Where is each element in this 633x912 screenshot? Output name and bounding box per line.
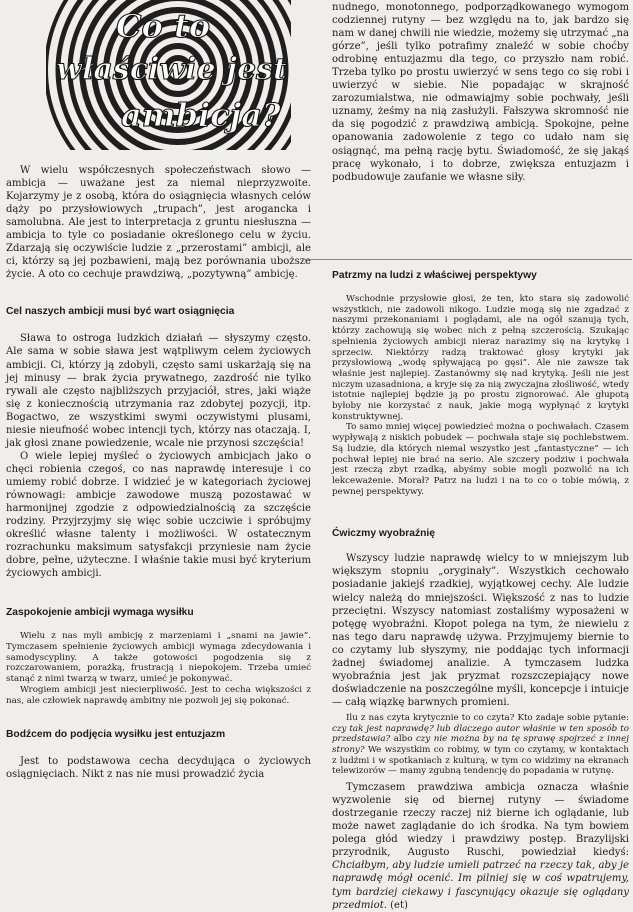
right-top-paragraph: nudnego, monotonnego, podporządkowanego wymogom codziennej rutyny — bez względu na to, jak bardzo się nam w danej chwili nie wiedzie, możemy się utrzymać „na górze”, jeśli tylko potrafimy znaleźć w sobie choćby odrobinę entuzjazmu dla tego, co przyszło nam robić. Trzeba tylko po prostu uwierzyć w sens tego co się robi i uwierzyć w siebie. Nie popadając w skrajność zarozumialstwa, nie odmawiajmy sobie pochwały, jeśli uznamy, żeśmy na nią zasłużyli. Fałszywa skromność nie da się pogodzić z prawdziwą ambicją. Spokojne, pełne opanowania zadowolenie z tego co udało nam się osiągnąć, ma pełną rację bytu. Świadomość, że się jakąś pracę wykonało, i to dobrze, zwiększa entuzjazm i podbudowuje zaufanie we własne siły. [332, 2, 629, 183]
section5-heading: Ćwiczmy wyobraźnię [332, 528, 435, 540]
right-column-lower [332, 269, 629, 912]
section1-paragraph2: O wiele lepiej myśleć o życiowych ambicjach jako o chęci robienia czegoś, co nas naprawdę interesuje i co umiemy robić dobrze. I widzieć je w kategoriach życiowej równowagi: ambicje zawodowe muszą pozostawać w harmonijnej zgodzie z odpowiedzialnością za szczęście rodziny. Przyjrzyjmy się więc sobie uczciwie i spróbujmy określić własne talenty i możliwości. W ostatecznym rozrachunku maksimum satysfakcji przyniesie nam życie dobre, pełne, użyteczne. I właśnie takie musi być kryterium życiowych ambicji. [6, 450, 311, 580]
section4-paragraph2: To samo mniej więcej powiedzieć można o pochwałach. Czasem wypływają z niskich pobudek — pochwała staje się pochlebstwem. Są ludzie, dla których niemal wszystko jest „fantastyczne” — ich pochwał lepiej nie brać na serio. Ale szczery podziw i pochwała jest rzeczą zbyt rzadką, abyśmy sobie mogli pozwolić na ich lekceważenie. Morał? Patrz na ludzi i na to co o tobie mówią, z pewnej perspektywy. [332, 422, 629, 497]
section2-paragraph2: Wrogiem ambicji jest niecierpliwość. Jest to cecha większości z nas, ale człowiek naprawdę ambitny nie pozwoli jej się pokonać. [6, 684, 311, 706]
section2-heading: Zaspokojenie ambicji wymaga wysiłku [6, 607, 194, 619]
section5-paragraph3: Tymczasem prawdziwa ambicja oznacza właśnie wyzwolenie się od biernej rutyny — świadome dostrzeganie rzeczy raczej niż bierne ich oglądanie, lub może nawet zaglądanie do ich środka. Na tym bowiem polega głód wiedzy i prawdziwy postęp. Brazylijski przyrodnik, Augusto Ruschi, powiedział kiedyś: Chciałbym, aby ludzie umieli patrzeć na rzeczy tak, aby je naprawdę mógł ocenić. Im pilniej się w coś wpatrujemy, tym bardziej ciekawy i fascynujący okazuje się oglądany przedmiot. (et) [332, 782, 629, 911]
section5-paragraph1: Wszyscy ludzie naprawdę wielcy to w mniejszym lub większym stopniu „oryginały”. Wszystkich cechowało posiadanie jakiejś rzadkiej, wyjątkowej cechy. Ale ludzie wielcy należą do mniejszości. Większość z nas to ludzie przeciętni. Wszyscy natomiast zostaliśmy wyposażeni w potęgę wyobraźni. Kłopot polega na tym, że niewielu z nas tego daru naprawdę używa. Przyjmujemy biernie to co czytamy lub słyszymy, nie poddając tych informacji żadnej świadomej analizie. A tymczasem ludzka wyobraźnia jest jak pryzmat rozszczepiający nowe doświadczenie na poszczególne myśli, koncepcje i intuicje — całą wiązkę barwnych promieni. [332, 553, 629, 708]
section-divider-1 [302, 259, 632, 260]
section4-heading: Patrzmy na ludzi z właściwej perspektywy [332, 270, 537, 281]
section3-heading: Bodźcem do podjęcia wysiłku jest entuzjazm [6, 729, 226, 741]
article-title-line1: Co to [116, 7, 211, 45]
section4-paragraph1: Wschodnie przysłowie głosi, że ten, kto stara się zadowolić wszystkich, nie zadowoli nikogo. Ludzie mogą się nie zgadzać z naszymi przekonaniami i poglądami, ale na ogół szanują tych, którzy zachowują się wobec nich z pełną szczerością. Szukając spełnienia życiowych ambicji nieraz narazimy się na krytykę i sprzeciw. Niektórzy radzą traktować głosy krytyki jak przysłowiową „wodę spływającą po gęsi”. Ale nie zawsze tak właśnie jest najlepiej. Zastanówmy się nad krytyką. Jeśli nie jest niczym uzasadniona, a kryje się za nią zwyczajna złośliwość, wtedy istotnie najlepiej będzie ją po prostu zignorować. Ale głupotą byłoby nie korzystać z nauk, jakie mogą wypłynąć z krytyki konstruktywnej. [332, 294, 629, 422]
section1-heading: Cel naszych ambicji musi być wart osiągnięcia [6, 306, 235, 318]
section1-paragraph1: Sława to ostroga ludzkich działań — słyszymy często. Ale sama w sobie sława jest wątpliwym celem życiowych ambicji. Ci, którzy ją zdobyli, często sami uskarżają się na jej minusy — brak życia prywatnego, zazdrość nie tylko rywali ale często najbliższych przyjaciół, stres, jaki wiąże się z koniecznością utrzymania raz zdobytej pozycji, itp. Bogactwo, ze wszystkimi swymi oczywistymi plusami, niesie nieufność wobec intencji tych, którzy nas otaczają. I, jak głosi znane powiedzenie, wcale nie przynosi szczęścia! [6, 333, 311, 449]
article-title-line2: właściwie jest [56, 52, 287, 87]
intro-paragraph: W wielu współczesnych społeczeństwach słowo — ambicja — uważane jest za niemal nieprzyzwoite. Kojarzymy je z osobą, która do osiągnięcia własnych celów dąży po przysłowiowych „trupach”, jest arogancka i samolubna. Ale jest to interpretacja z gruntu niesłuszna — ambicja to tyle co posiadanie określonego celu w życiu. Zdarzają się oczywiście ludzie z „przerostami” ambicji, ale ci, którzy są jej pozbawieni, mają bez porównania uboższe życie. A oto co cechuje prawdziwą, „pozytywną” ambicję. [6, 165, 311, 281]
section5-paragraph2: Ilu z nas czyta krytycznie to co czyta? Kto zadaje sobie pytanie: czy tak jest naprawdę? lub dlaczego autor właśnie w ten sposób to przedstawia? albo czy nie można by na tę sprawę spojrzeć z innej strony? We wszystkim co robimy, w tym co czytamy, w kontaktach z ludźmi i w spotkaniach z kulturą, w tym co widzimy na ekranach telewizorów — mamy zgubną tendencję do popadania w rutynę. [332, 712, 629, 777]
section3-paragraph1: Jest to podstawowa cecha decydująca o życiowych osiągnięciach. Nikt z nas nie musi prowadzić życia [6, 756, 311, 781]
article-title-line3: ambicja? [121, 96, 281, 134]
section2-paragraph1: Wielu z nas myli ambicję z marzeniami i „snami na jawie”. Tymczasem spełnienie życiowych ambicji wymaga zdecydowania i samodyscypliny. A także gotowości pogodzenia się z rozczarowaniem, porażką, frustracją i niepokojem. Trzeba umieć stanąć z nimi twarzą w twarz, umieć je pokonywać. [6, 631, 311, 685]
